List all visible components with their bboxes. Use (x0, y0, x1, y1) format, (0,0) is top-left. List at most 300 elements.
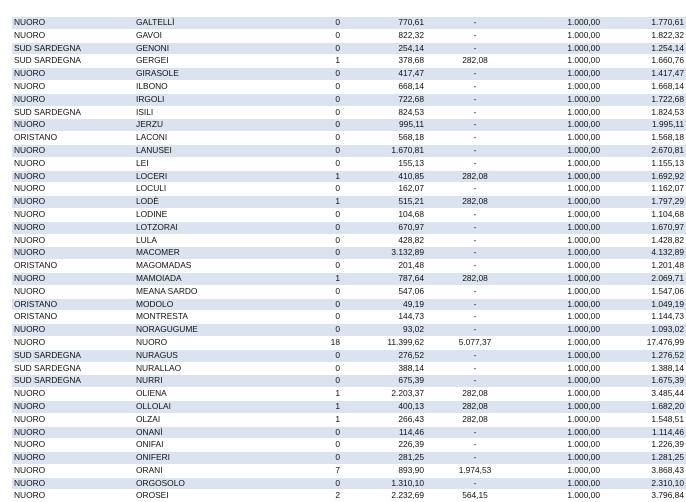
province-cell: SUD SARDEGNA (12, 106, 134, 119)
province-cell: NUORO (12, 247, 134, 260)
amount-a-cell: 893,90 (342, 464, 426, 477)
amount-b-cell: - (426, 247, 516, 260)
count-cell: 0 (278, 17, 342, 30)
amount-b-cell: - (426, 106, 516, 119)
count-cell: 0 (278, 183, 342, 196)
amount-c-cell: 1.000,00 (516, 208, 602, 221)
count-cell: 0 (278, 426, 342, 439)
municipality-cell: MAGOMADAS (134, 260, 278, 273)
total-cell: 17.476,99 (602, 336, 686, 349)
count-cell: 0 (278, 311, 342, 324)
municipality-cell: ORANI (134, 464, 278, 477)
count-cell: 0 (278, 260, 342, 273)
amount-a-cell: 995,11 (342, 119, 426, 132)
amount-a-cell: 515,21 (342, 196, 426, 209)
total-cell: 3.868,43 (602, 464, 686, 477)
province-cell: NUORO (12, 119, 134, 132)
table-row (12, 285, 686, 298)
municipality-cell: NURAGUS (134, 349, 278, 362)
total-cell: 1.144,73 (602, 311, 686, 324)
total-cell: 1.547,06 (602, 285, 686, 298)
province-cell: SUD SARDEGNA (12, 362, 134, 375)
count-cell: 0 (278, 375, 342, 388)
amount-b-cell: 282,08 (426, 196, 516, 209)
total-cell: 1.281,25 (602, 452, 686, 465)
total-cell: 3.485,44 (602, 388, 686, 401)
amount-a-cell: 822,32 (342, 29, 426, 42)
table-row (12, 247, 686, 260)
amount-a-cell: 276,52 (342, 349, 426, 362)
count-cell: 0 (278, 324, 342, 337)
amount-c-cell: 1.000,00 (516, 362, 602, 375)
amount-a-cell: 2.203,37 (342, 388, 426, 401)
count-cell: 1 (278, 170, 342, 183)
amount-a-cell: 11.399,62 (342, 336, 426, 349)
province-cell: SUD SARDEGNA (12, 375, 134, 388)
amount-b-cell: - (426, 208, 516, 221)
table-row (12, 157, 686, 170)
province-cell: NUORO (12, 324, 134, 337)
amount-c-cell: 1.000,00 (516, 106, 602, 119)
table-row (12, 144, 686, 157)
count-cell: 1 (278, 55, 342, 68)
total-cell: 2.670,81 (602, 144, 686, 157)
table-row (12, 68, 686, 81)
amount-c-cell: 1.000,00 (516, 260, 602, 273)
amount-a-cell: 428,82 (342, 234, 426, 247)
count-cell: 2 (278, 490, 342, 502)
amount-c-cell: 1.000,00 (516, 439, 602, 452)
total-cell: 1.682,20 (602, 400, 686, 413)
table-row (12, 80, 686, 93)
municipality-cell: LODINE (134, 208, 278, 221)
amount-a-cell: 547,06 (342, 285, 426, 298)
table-row (12, 55, 686, 68)
municipality-cell: GALTELLÌ (134, 17, 278, 30)
table-body (12, 17, 686, 502)
amount-c-cell: 1.000,00 (516, 490, 602, 502)
count-cell: 0 (278, 477, 342, 490)
province-cell: NUORO (12, 452, 134, 465)
amount-c-cell: 1.000,00 (516, 464, 602, 477)
municipality-cell: OROSEI (134, 490, 278, 502)
amount-c-cell: 1.000,00 (516, 132, 602, 145)
amount-a-cell: 3.132,89 (342, 247, 426, 260)
amount-a-cell: 670,97 (342, 221, 426, 234)
amount-a-cell: 378,68 (342, 55, 426, 68)
amount-b-cell: - (426, 144, 516, 157)
municipality-cell: LODÈ (134, 196, 278, 209)
amount-a-cell: 388,14 (342, 362, 426, 375)
amount-a-cell: 49,19 (342, 298, 426, 311)
total-cell: 1.675,39 (602, 375, 686, 388)
count-cell: 0 (278, 144, 342, 157)
municipality-cell: GAVOI (134, 29, 278, 42)
total-cell: 1.104,68 (602, 208, 686, 221)
total-cell: 2.069,71 (602, 272, 686, 285)
table-row (12, 477, 686, 490)
province-cell: SUD SARDEGNA (12, 349, 134, 362)
municipality-cell: ORGOSOLO (134, 477, 278, 490)
amount-a-cell: 410,85 (342, 170, 426, 183)
total-cell: 1.162,07 (602, 183, 686, 196)
total-cell: 2.310,10 (602, 477, 686, 490)
municipality-cell: MONTRESTA (134, 311, 278, 324)
province-cell: SUD SARDEGNA (12, 55, 134, 68)
amount-c-cell: 1.000,00 (516, 311, 602, 324)
province-cell: NUORO (12, 68, 134, 81)
municipality-cell: ISILI (134, 106, 278, 119)
amount-a-cell: 162,07 (342, 183, 426, 196)
municipality-cell: LOCULI (134, 183, 278, 196)
amount-a-cell: 668,14 (342, 80, 426, 93)
count-cell: 0 (278, 119, 342, 132)
province-cell: NUORO (12, 285, 134, 298)
table-row (12, 298, 686, 311)
municipality-cell: JERZU (134, 119, 278, 132)
count-cell: 0 (278, 42, 342, 55)
table-row (12, 349, 686, 362)
amount-b-cell: - (426, 285, 516, 298)
amount-c-cell: 1.000,00 (516, 285, 602, 298)
table-row (12, 106, 686, 119)
province-cell: NUORO (12, 196, 134, 209)
amount-a-cell: 266,43 (342, 413, 426, 426)
table-row (12, 272, 686, 285)
amount-a-cell: 254,14 (342, 42, 426, 55)
count-cell: 0 (278, 106, 342, 119)
amount-b-cell: - (426, 221, 516, 234)
municipality-cell: LULA (134, 234, 278, 247)
amount-a-cell: 155,13 (342, 157, 426, 170)
province-cell: NUORO (12, 29, 134, 42)
province-cell: NUORO (12, 80, 134, 93)
table-row (12, 426, 686, 439)
total-cell: 1.114,46 (602, 426, 686, 439)
table-row (12, 439, 686, 452)
table-row (12, 29, 686, 42)
municipality-cell: LOCERI (134, 170, 278, 183)
table-row (12, 221, 686, 234)
province-cell: NUORO (12, 464, 134, 477)
count-cell: 0 (278, 439, 342, 452)
table-row (12, 234, 686, 247)
table-row (12, 452, 686, 465)
municipality-cell: ILBONO (134, 80, 278, 93)
municipality-cell: LOTZORAI (134, 221, 278, 234)
municipality-cell: GIRASOLE (134, 68, 278, 81)
table-row (12, 362, 686, 375)
amount-b-cell: - (426, 452, 516, 465)
table-row (12, 170, 686, 183)
total-cell: 4.132,89 (602, 247, 686, 260)
table-row (12, 17, 686, 30)
amount-b-cell: 1.974,53 (426, 464, 516, 477)
total-cell: 1.668,14 (602, 80, 686, 93)
count-cell: 0 (278, 157, 342, 170)
amount-c-cell: 1.000,00 (516, 196, 602, 209)
municipality-cell: NURALLAO (134, 362, 278, 375)
total-cell: 1.797,29 (602, 196, 686, 209)
province-cell: NUORO (12, 336, 134, 349)
amount-a-cell: 722,68 (342, 93, 426, 106)
municipality-cell: ONIFERI (134, 452, 278, 465)
province-cell: NUORO (12, 144, 134, 157)
amount-b-cell: - (426, 132, 516, 145)
count-cell: 0 (278, 298, 342, 311)
count-cell: 0 (278, 349, 342, 362)
municipality-cell: NORAGUGUME (134, 324, 278, 337)
amount-a-cell: 824,53 (342, 106, 426, 119)
count-cell: 18 (278, 336, 342, 349)
amount-c-cell: 1.000,00 (516, 144, 602, 157)
amount-c-cell: 1.000,00 (516, 183, 602, 196)
table-row (12, 311, 686, 324)
count-cell: 1 (278, 196, 342, 209)
amount-c-cell: 1.000,00 (516, 221, 602, 234)
amount-a-cell: 417,47 (342, 68, 426, 81)
municipality-cell: LANUSEI (134, 144, 278, 157)
province-cell: NUORO (12, 93, 134, 106)
amount-b-cell: 282,08 (426, 170, 516, 183)
count-cell: 0 (278, 285, 342, 298)
amount-c-cell: 1.000,00 (516, 68, 602, 81)
municipality-cell: MODOLO (134, 298, 278, 311)
amount-a-cell: 787,64 (342, 272, 426, 285)
amount-b-cell: 564,15 (426, 490, 516, 502)
funding-table (12, 16, 686, 502)
total-cell: 1.417,47 (602, 68, 686, 81)
total-cell: 1.660,76 (602, 55, 686, 68)
count-cell: 1 (278, 413, 342, 426)
total-cell: 1.568,18 (602, 132, 686, 145)
municipality-cell: GENONI (134, 42, 278, 55)
amount-b-cell: - (426, 362, 516, 375)
province-cell: NUORO (12, 477, 134, 490)
count-cell: 0 (278, 68, 342, 81)
total-cell: 1.226,39 (602, 439, 686, 452)
amount-c-cell: 1.000,00 (516, 452, 602, 465)
amount-a-cell: 93,02 (342, 324, 426, 337)
province-cell: SUD SARDEGNA (12, 42, 134, 55)
table-row (12, 132, 686, 145)
amount-b-cell: 282,08 (426, 388, 516, 401)
table-row (12, 260, 686, 273)
table-row (12, 490, 686, 502)
total-cell: 1.201,48 (602, 260, 686, 273)
amount-b-cell: - (426, 311, 516, 324)
amount-b-cell: - (426, 260, 516, 273)
amount-c-cell: 1.000,00 (516, 93, 602, 106)
municipality-cell: ONANÌ (134, 426, 278, 439)
amount-c-cell: 1.000,00 (516, 388, 602, 401)
province-cell: NUORO (12, 234, 134, 247)
count-cell: 0 (278, 80, 342, 93)
table-row (12, 208, 686, 221)
municipality-cell: NURRI (134, 375, 278, 388)
amount-a-cell: 201,48 (342, 260, 426, 273)
province-cell: NUORO (12, 388, 134, 401)
amount-c-cell: 1.000,00 (516, 80, 602, 93)
amount-b-cell: - (426, 80, 516, 93)
amount-a-cell: 770,61 (342, 17, 426, 30)
total-cell: 1.254,14 (602, 42, 686, 55)
amount-b-cell: - (426, 477, 516, 490)
table-row (12, 464, 686, 477)
amount-c-cell: 1.000,00 (516, 42, 602, 55)
total-cell: 1.049,19 (602, 298, 686, 311)
count-cell: 0 (278, 29, 342, 42)
count-cell: 0 (278, 93, 342, 106)
province-cell: NUORO (12, 426, 134, 439)
municipality-cell: MACOMER (134, 247, 278, 260)
total-cell: 1.995,11 (602, 119, 686, 132)
amount-a-cell: 114,46 (342, 426, 426, 439)
province-cell: ORISTANO (12, 260, 134, 273)
table-row (12, 119, 686, 132)
amount-b-cell: - (426, 29, 516, 42)
amount-c-cell: 1.000,00 (516, 336, 602, 349)
count-cell: 1 (278, 400, 342, 413)
amount-b-cell: - (426, 93, 516, 106)
amount-c-cell: 1.000,00 (516, 324, 602, 337)
total-cell: 1.670,97 (602, 221, 686, 234)
amount-a-cell: 281,25 (342, 452, 426, 465)
amount-a-cell: 1.310,10 (342, 477, 426, 490)
total-cell: 1.770,61 (602, 17, 686, 30)
province-cell: NUORO (12, 490, 134, 502)
amount-c-cell: 1.000,00 (516, 55, 602, 68)
amount-c-cell: 1.000,00 (516, 17, 602, 30)
municipality-cell: LACONI (134, 132, 278, 145)
total-cell: 1.428,82 (602, 234, 686, 247)
total-cell: 1.276,52 (602, 349, 686, 362)
amount-b-cell: - (426, 68, 516, 81)
amount-b-cell: - (426, 234, 516, 247)
amount-c-cell: 1.000,00 (516, 119, 602, 132)
amount-b-cell: 5.077,37 (426, 336, 516, 349)
municipality-cell: ONIFAI (134, 439, 278, 452)
amount-a-cell: 226,39 (342, 439, 426, 452)
table-row (12, 336, 686, 349)
amount-c-cell: 1.000,00 (516, 234, 602, 247)
municipality-cell: LEI (134, 157, 278, 170)
count-cell: 0 (278, 247, 342, 260)
amount-b-cell: - (426, 119, 516, 132)
table-row (12, 196, 686, 209)
count-cell: 0 (278, 452, 342, 465)
total-cell: 1.155,13 (602, 157, 686, 170)
amount-c-cell: 1.000,00 (516, 375, 602, 388)
amount-b-cell: - (426, 439, 516, 452)
count-cell: 0 (278, 208, 342, 221)
table-row (12, 375, 686, 388)
amount-b-cell: - (426, 349, 516, 362)
table-row (12, 183, 686, 196)
count-cell: 0 (278, 132, 342, 145)
total-cell: 1.548,51 (602, 413, 686, 426)
amount-a-cell: 1.670,81 (342, 144, 426, 157)
amount-a-cell: 144,73 (342, 311, 426, 324)
count-cell: 0 (278, 234, 342, 247)
municipality-cell: MEANA SARDO (134, 285, 278, 298)
amount-b-cell: - (426, 17, 516, 30)
amount-c-cell: 1.000,00 (516, 298, 602, 311)
table-row (12, 388, 686, 401)
municipality-cell: NUORO (134, 336, 278, 349)
amount-b-cell: 282,08 (426, 413, 516, 426)
amount-b-cell: - (426, 298, 516, 311)
count-cell: 1 (278, 272, 342, 285)
province-cell: NUORO (12, 157, 134, 170)
amount-a-cell: 400,13 (342, 400, 426, 413)
municipality-cell: MAMOIADA (134, 272, 278, 285)
municipality-cell: GERGEI (134, 55, 278, 68)
province-cell: NUORO (12, 439, 134, 452)
province-cell: NUORO (12, 400, 134, 413)
count-cell: 0 (278, 362, 342, 375)
count-cell: 1 (278, 388, 342, 401)
total-cell: 1.822,32 (602, 29, 686, 42)
amount-c-cell: 1.000,00 (516, 272, 602, 285)
amount-b-cell: - (426, 157, 516, 170)
total-cell: 1.388,14 (602, 362, 686, 375)
table-row (12, 400, 686, 413)
total-cell: 1.722,68 (602, 93, 686, 106)
amount-b-cell: - (426, 183, 516, 196)
amount-b-cell: 282,08 (426, 272, 516, 285)
amount-c-cell: 1.000,00 (516, 29, 602, 42)
amount-b-cell: - (426, 375, 516, 388)
amount-c-cell: 1.000,00 (516, 400, 602, 413)
total-cell: 1.093,02 (602, 324, 686, 337)
table-row (12, 324, 686, 337)
province-cell: NUORO (12, 170, 134, 183)
count-cell: 7 (278, 464, 342, 477)
amount-b-cell: - (426, 324, 516, 337)
province-cell: NUORO (12, 272, 134, 285)
amount-a-cell: 2.232,69 (342, 490, 426, 502)
amount-a-cell: 568,18 (342, 132, 426, 145)
amount-a-cell: 104,68 (342, 208, 426, 221)
table-row (12, 93, 686, 106)
province-cell: ORISTANO (12, 311, 134, 324)
amount-b-cell: - (426, 42, 516, 55)
amount-c-cell: 1.000,00 (516, 157, 602, 170)
total-cell: 3.796,84 (602, 490, 686, 502)
province-cell: NUORO (12, 221, 134, 234)
municipality-cell: IRGOLI (134, 93, 278, 106)
amount-c-cell: 1.000,00 (516, 426, 602, 439)
province-cell: NUORO (12, 208, 134, 221)
total-cell: 1.692,92 (602, 170, 686, 183)
province-cell: NUORO (12, 17, 134, 30)
province-cell: ORISTANO (12, 298, 134, 311)
amount-b-cell: 282,08 (426, 55, 516, 68)
amount-c-cell: 1.000,00 (516, 413, 602, 426)
municipality-cell: OLIENA (134, 388, 278, 401)
total-cell: 1.824,53 (602, 106, 686, 119)
municipality-cell: OLZAI (134, 413, 278, 426)
table-row (12, 42, 686, 55)
amount-c-cell: 1.000,00 (516, 170, 602, 183)
amount-a-cell: 675,39 (342, 375, 426, 388)
province-cell: NUORO (12, 413, 134, 426)
province-cell: NUORO (12, 183, 134, 196)
table-row (12, 413, 686, 426)
municipality-cell: OLLOLAI (134, 400, 278, 413)
count-cell: 0 (278, 221, 342, 234)
